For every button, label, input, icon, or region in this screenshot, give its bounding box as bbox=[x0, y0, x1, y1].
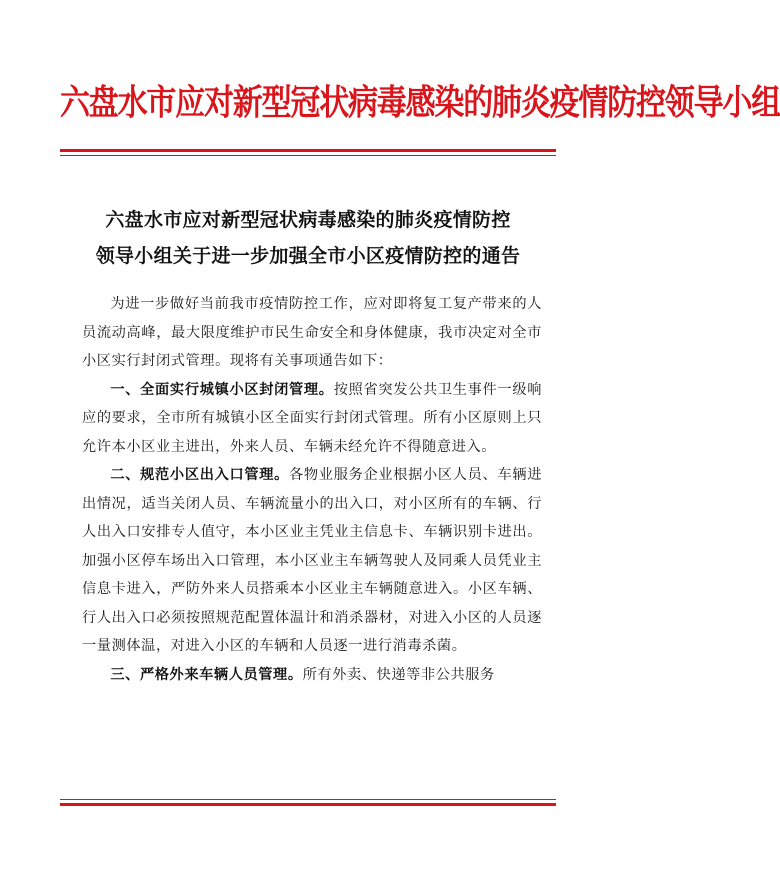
document-title-line-2: 领导小组关于进一步加强全市小区疫情防控的通告 bbox=[95, 245, 521, 267]
masthead-rule-thick bbox=[60, 149, 556, 152]
section-1-heading: 一、全面实行城镇小区封闭管理。 bbox=[110, 381, 334, 398]
section-1-text: 按照省突发公共卫生事件一级响应的要求，全市所有城镇小区全面实行封闭式管理。所有小区原则上只允许本小区业主进出，外来人员、车辆未经允许不得随意进入。 bbox=[82, 381, 542, 455]
section-1-paragraph bbox=[82, 376, 542, 462]
masthead-rule-thin bbox=[60, 155, 556, 156]
footer-rule-thin bbox=[60, 799, 556, 800]
intro-paragraph: 为进一步做好当前我市疫情防控工作，应对即将复工复产带来的人员流动高峰，最大限度维护市民生命安全和身体健康，我市决定对全市小区实行封闭式管理。现将有关事项通告如下： bbox=[82, 296, 542, 369]
section-2-heading: 二、规范小区出入口管理。 bbox=[110, 467, 290, 483]
document-body bbox=[82, 290, 542, 689]
section-3-paragraph bbox=[82, 661, 542, 690]
section-3-text: 所有外卖、快递等非公共服务 bbox=[302, 666, 495, 683]
document-title bbox=[60, 202, 556, 274]
section-2-text: 各物业服务企业根据小区人员、车辆进出情况，适当关闭人员、车辆流量小的出入口，对小区所有的车辆、行人出入口安排专人值守，本小区业主凭业主信息卡、车辆识别卡进出。加强小区停车场出入口管理，本小区业主车辆驾驶人及同乘人员凭业主信息卡进入，严防外来人员搭乘本小区业主车辆随意进入。小区车辆、行人出入口必须按照规范配置体温计和消杀器材，对进入小区的人员逐一量测体温，对进入小区的车辆和人员逐一进行消毒杀菌。 bbox=[82, 467, 543, 654]
document-title-line-1: 六盘水市应对新型冠状病毒感染的肺炎疫情防控 bbox=[105, 209, 511, 231]
section-3-heading: 三、严格外来车辆人员管理。 bbox=[110, 666, 303, 683]
section-2-paragraph bbox=[82, 461, 542, 661]
footer-rule-thick bbox=[60, 803, 556, 806]
masthead-org-name: 六盘水市应对新型冠状病毒感染的肺炎疫情防控领导小组 bbox=[60, 82, 780, 125]
